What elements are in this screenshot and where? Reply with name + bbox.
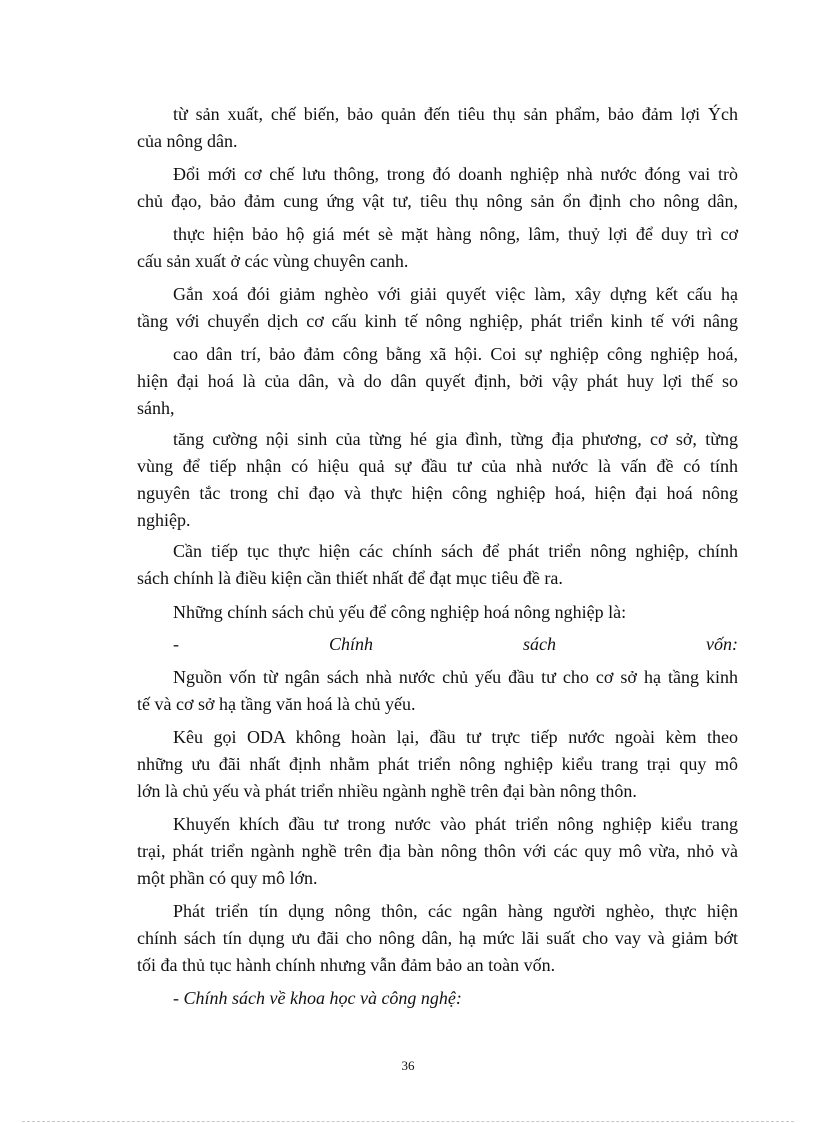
paragraph-line: chính sách tín dụng ưu đãi cho nông dân, hạ mức lãi suất cho vay và giảm bớt	[137, 928, 738, 948]
paragraph-line: tối đa thủ tục hành chính nhưng vẫn đảm bảo an toàn vốn.	[137, 955, 556, 975]
paragraph-line: những ưu đãi nhất định nhằm phát triển nông nghiệp kiểu trang trại quy mô	[137, 754, 738, 774]
paragraph-line: hiện đại hoá là của dân, và do dân quyết định, bởi vậy phát huy lợi thế so	[137, 371, 738, 391]
paragraph-line: Đổi mới cơ chế lưu thông, trong đó doanh nghiệp nhà nước đóng vai trò	[173, 164, 738, 184]
paragraph-line: thực hiện bảo hộ giá mét sè mặt hàng nông, lâm, thuỷ lợi để duy trì cơ	[173, 224, 738, 244]
paragraph-line: Cần tiếp tục thực hiện các chính sách để phát triển nông nghiệp, chính	[173, 541, 738, 561]
paragraph-line: trại, phát triển ngành nghề trên địa bàn nông thôn với các quy mô vừa, nhỏ và	[137, 841, 738, 861]
paragraph-line: Kêu gọi ODA không hoàn lại, đầu tư trực tiếp nước ngoài kèm theo	[173, 727, 738, 747]
paragraph-line: từ sản xuất, chế biến, bảo quản đến tiêu thụ sản phẩm, bảo đảm lợi Ých	[173, 104, 738, 124]
paragraph-line: Khuyến khích đầu tư trong nước vào phát triển nông nghiệp kiểu trang	[173, 814, 738, 834]
paragraph-line: cấu sản xuất ở các vùng chuyên canh.	[137, 251, 409, 271]
paragraph-line: lớn là chủ yếu và phát triển nhiều ngành nghề trên đại bàn nông thôn.	[137, 781, 637, 801]
paragraph-line: một phần có quy mô lớn.	[137, 868, 318, 888]
paragraph-line: Gắn xoá đói giảm nghèo với giải quyết việc làm, xây dựng kết cấu hạ	[173, 284, 738, 304]
paragraph-line: nguyên tắc trong chỉ đạo và thực hiện công nghiệp hoá, hiện đại hoá nông	[137, 483, 738, 503]
footer-divider	[22, 1121, 794, 1122]
paragraph-line: sánh,	[137, 398, 175, 418]
paragraph-line: tăng cường nội sinh của từng hé gia đình, từng địa phương, cơ sở, từng	[173, 429, 738, 449]
paragraph-line: sách chính là điều kiện cần thiết nhất để đạt mục tiêu đề ra.	[137, 568, 563, 588]
paragraph-line: Những chính sách chủ yếu để công nghiệp hoá nông nghiệp là:	[173, 602, 627, 622]
paragraph-line: tế và cơ sở hạ tầng văn hoá là chủ yếu.	[137, 694, 416, 714]
paragraph-line: tầng với chuyển dịch cơ cấu kinh tế nông nghiệp, phát triển kinh tế với nâng	[137, 311, 738, 331]
paragraph-line: nghiệp.	[137, 510, 191, 530]
paragraph-line: Phát triển tín dụng nông thôn, các ngân hàng người nghèo, thực hiện	[173, 901, 738, 921]
paragraph-line: cao dân trí, bảo đảm công bằng xã hội. Coi sự nghiệp công nghiệp hoá,	[173, 344, 738, 364]
section-heading: - Chính sách về khoa học và công nghệ:	[173, 988, 462, 1008]
page-number: 36	[401, 1058, 415, 1073]
paragraph-line: chủ đạo, bảo đảm cung ứng vật tư, tiêu thụ nông sản ổn định cho nông dân,	[137, 191, 738, 211]
paragraph-line: Nguồn vốn từ ngân sách nhà nước chủ yếu đầu tư cho cơ sở hạ tầng kinh	[173, 667, 738, 687]
paragraph-line: vùng để tiếp nhận có hiệu quả sự đầu tư của nhà nước là vấn đề có tính	[137, 456, 738, 476]
paragraph-line: của nông dân.	[137, 131, 238, 151]
section-heading: - Chính sách vốn:	[173, 634, 738, 654]
